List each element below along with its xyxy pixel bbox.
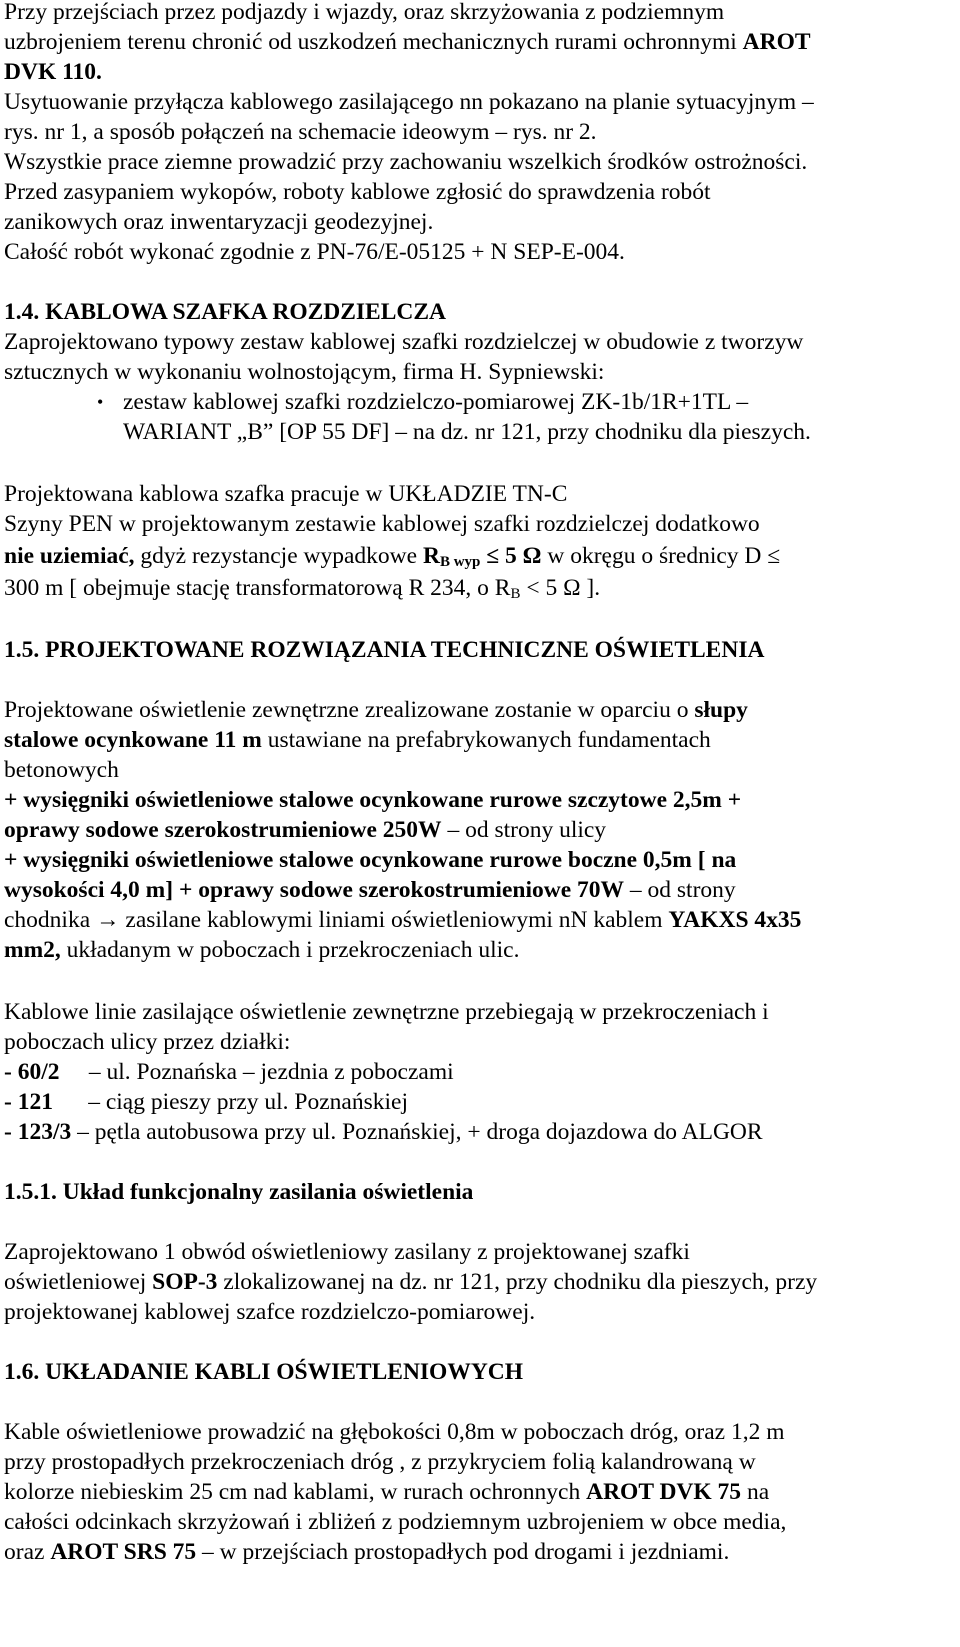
text-line: + wysięgniki oświetleniowe stalowe ocynkowane rurowe szczytowe 2,5m + (4, 787, 742, 813)
list-item: - 123/3 – pętla autobusowa przy ul. Poznańskiej, + droga dojazdowa do ALGOR (4, 1119, 763, 1145)
text-line: uzbrojeniem terenu chronić od uszkodzeń mechanicznych rurami ochronnymi AROT (4, 29, 811, 55)
text-line: Całość robót wykonać zgodnie z PN-76/E-05125 + N SEP-E-004. (4, 239, 625, 265)
text-line: nie uziemiać, gdyż rezystancje wypadkowe RB wyp ≤ 5 Ω w okręgu o średnicy D ≤ (4, 543, 781, 570)
section-heading: 1.6. UKŁADANIE KABLI OŚWIETLENIOWYCH (4, 1359, 524, 1385)
section-heading: 1.4. KABLOWA SZAFKA ROZDZIELCZA (4, 299, 447, 325)
section-heading: 1.5. PROJEKTOWANE ROZWIĄZANIA TECHNICZNE OŚWIETLENIA (4, 637, 765, 663)
text-line: zestaw kablowej szafki rozdzielczo-pomiarowej ZK-1b/1R+1TL – (123, 389, 749, 415)
bullet-icon: • (97, 392, 104, 412)
text-line: mm2, układanym w poboczach i przekroczeniach ulic. (4, 937, 520, 963)
text-line: Projektowana kablowa szafka pracuje w UKŁADZIE TN-C (4, 481, 568, 507)
text-line: Kable oświetleniowe prowadzić na głębokości 0,8m w poboczach dróg, oraz 1,2 m (4, 1419, 785, 1445)
text-line: projektowanej kablowej szafce rozdzielczo-pomiarowej. (4, 1299, 536, 1325)
list-item: - 60/2 – ul. Poznańska – jezdnia z poboczami (4, 1059, 454, 1085)
text-line: stalowe ocynkowane 11 m ustawiane na prefabrykowanych fundamentach (4, 727, 711, 753)
section-heading: 1.5.1. Układ funkcjonalny zasilania oświetlenia (4, 1179, 474, 1205)
text-line: rys. nr 1, a sposób połączeń na schemacie ideowym – rys. nr 2. (4, 119, 597, 145)
text-line: Projektowane oświetlenie zewnętrzne zrealizowane zostanie w oparciu o słupy (4, 697, 748, 723)
text-line: Kablowe linie zasilające oświetlenie zewnętrzne przebiegają w przekroczeniach i (4, 999, 769, 1025)
text-line: Przed zasypaniem wykopów, roboty kablowe zgłosić do sprawdzenia robót (4, 179, 711, 205)
text-line: chodnika → zasilane kablowymi liniami oświetleniowymi nN kablem YAKXS 4x35 (4, 907, 802, 933)
text-line: Zaprojektowano typowy zestaw kablowej szafki rozdzielczej w obudowie z tworzyw (4, 329, 804, 355)
text-line: Szyny PEN w projektowanym zestawie kablowej szafki rozdzielczej dodatkowo (4, 511, 760, 537)
text-line: betonowych (4, 757, 119, 783)
text-line: Usytuowanie przyłącza kablowego zasilającego nn pokazano na planie sytuacyjnym – (4, 89, 814, 115)
text-line: WARIANT „B” [OP 55 DF] – na dz. nr 121, przy chodniku dla pieszych. (123, 419, 811, 445)
text-line: Wszystkie prace ziemne prowadzić przy zachowaniu wszelkich środków ostrożności. (4, 149, 808, 175)
text-line: przy prostopadłych przekroczeniach dróg , z przykryciem folią kalandrowaną w (4, 1449, 756, 1475)
text-line: kolorze niebieskim 25 cm nad kablami, w rurach ochronnych AROT DVK 75 na (4, 1479, 770, 1505)
text-line: oprawy sodowe szerokostrumieniowe 250W – od strony ulicy (4, 817, 607, 843)
text-line: Przy przejściach przez podjazdy i wjazdy, oraz skrzyżowania z podziemnym (4, 0, 725, 25)
list-item: - 121 – ciąg pieszy przy ul. Poznańskiej (4, 1089, 408, 1115)
text-line: + wysięgniki oświetleniowe stalowe ocynkowane rurowe boczne 0,5m [ na (4, 847, 737, 873)
text-line: Zaprojektowano 1 obwód oświetleniowy zasilany z projektowanej szafki (4, 1239, 690, 1265)
text-line: oraz AROT SRS 75 – w przejściach prostopadłych pod drogami i jezdniami. (4, 1539, 730, 1565)
text-line: DVK 110. (4, 59, 102, 85)
text-line: poboczach ulicy przez działki: (4, 1029, 291, 1055)
text-line: zanikowych oraz inwentaryzacji geodezyjnej. (4, 209, 434, 235)
text-line: sztucznych w wykonaniu wolnostojącym, firma H. Sypniewski: (4, 359, 605, 385)
text-line: 300 m [ obejmuje stację transformatorową R 234, o $R_B < 5$ Ω ]. (4, 575, 601, 602)
text-line: wysokości 4,0 m] + oprawy sodowe szerokostrumieniowe 70W – od strony (4, 877, 736, 903)
text-line: całości odcinkach skrzyżowań i zbliżeń z podziemnym uzbrojeniem w obce media, (4, 1509, 787, 1535)
text-line: oświetleniowej SOP-3 zlokalizowanej na dz. nr 121, przy chodniku dla pieszych, przy (4, 1269, 818, 1295)
